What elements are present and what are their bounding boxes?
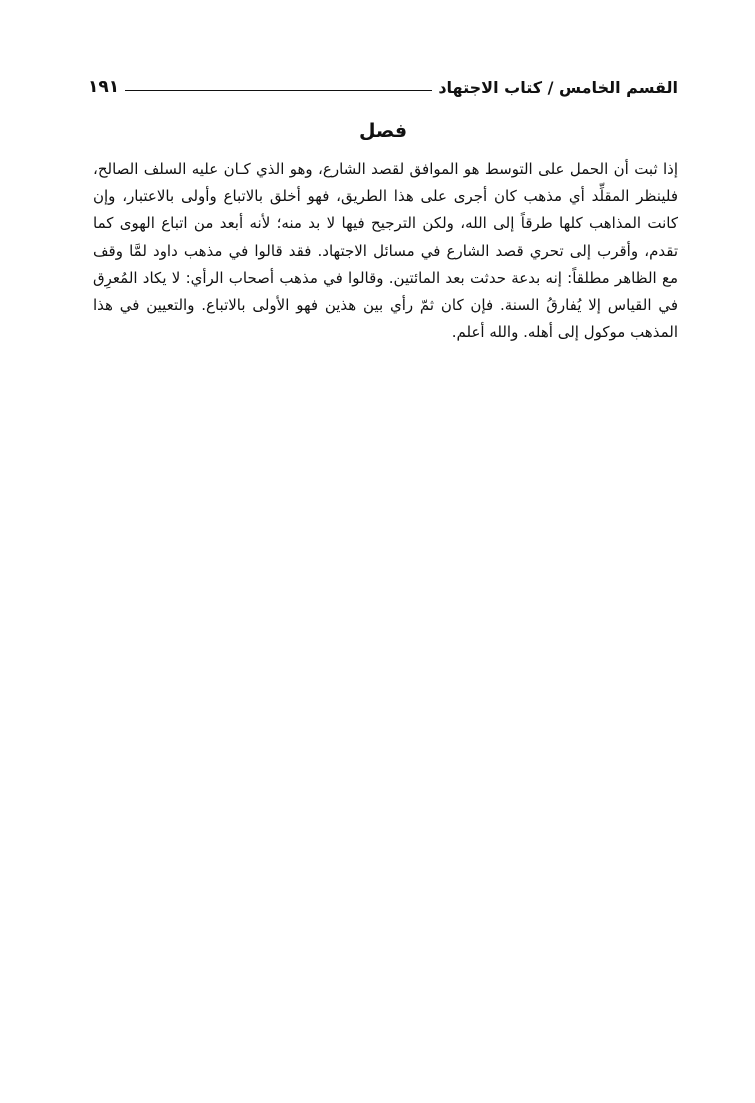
running-title: القسم الخامس / كتاب الاجتهاد xyxy=(438,77,678,97)
body-paragraph: إذا ثبت أن الحمل على التوسط هو الموافق لقصد الشارع، وهو الذي كـان عليه السلف الصالح، فلينظر المقلِّد أي مذهب كان أجرى على هذا الطريق، فهو أخلق بالاتباع وأولى بالاعتبار، وإن كانت المذاهب كلها طرقاً إلى الله، ولكن الترجيح فيها لا بد منه؛ لأنه أبعد من اتباع الهوى كما تقدم، وأقرب إلى تحري قصد الشارع في مسائل الاجتهاد. فقد قالوا في مذهب داود لمَّا وقف مع الظاهر مطلقاً: إنه بدعة حدثت بعد المائتين. وقالوا في مذهب أصحاب الرأي: لا يكاد المُعرِق في القياس إلا يُفارقُ السنة. فإن كان ثمّ رأي بين هذين فهو الأولى بالاتباع. والتعيين في هذا المذهب موكول إلى أهله. والله أعلم. xyxy=(93,160,678,342)
header-rule xyxy=(125,90,432,91)
section-heading: فصل xyxy=(358,120,408,142)
running-header xyxy=(88,72,678,102)
page-number: ١٩١ xyxy=(88,77,120,97)
